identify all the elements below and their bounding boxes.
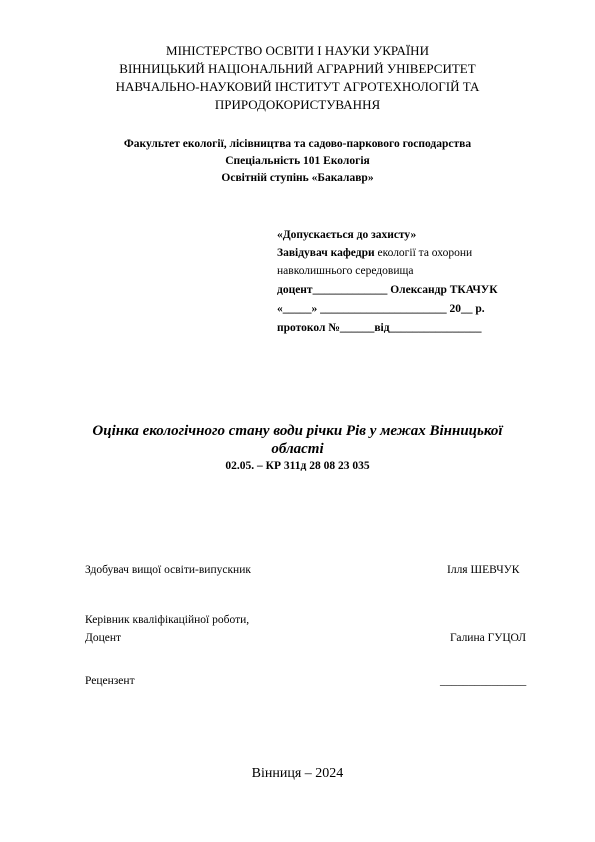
degree: Освітній ступінь «Бакалавр» xyxy=(221,172,374,184)
department-head-line xyxy=(277,245,472,262)
supervisor-title: Доцент xyxy=(85,632,122,644)
approval-date-line: «_____» ______________________ 20__ р. xyxy=(277,303,485,315)
department-head-label: Завідувач кафедри xyxy=(277,247,375,259)
work-code: 02.05. – КР 311д 28 08 23 035 xyxy=(225,460,370,472)
institute-name-line2: ПРИРОДОКОРИСТУВАННЯ xyxy=(214,97,381,112)
reviewer-label: Рецензент xyxy=(85,675,135,687)
student-name: Ілля ШЕВЧУК xyxy=(447,564,520,576)
city-year: Вінниця – 2024 xyxy=(251,766,344,781)
specialty: Спеціальність 101 Екологія xyxy=(225,155,370,167)
student-label: Здобувач вищої освіти-випускник xyxy=(85,564,251,576)
faculty-name: Факультет екології, лісівництва та садово-паркового господарства xyxy=(123,138,472,150)
reviewer-signature-line: _______________ xyxy=(440,675,527,687)
head-signature-line: доцент_____________ Олександр ТКАЧУК xyxy=(277,284,498,296)
university-name: ВІННИЦЬКИЙ НАЦІОНАЛЬНИЙ АГРАРНИЙ УНІВЕРСИТЕТ xyxy=(119,61,476,76)
approval-heading: «Допускається до захисту» xyxy=(277,229,417,241)
work-title-line1: Оцінка екологічного стану води річки Рів у межах Вінницької xyxy=(92,423,503,439)
ministry-name: МІНІСТЕРСТВО ОСВІТИ І НАУКИ УКРАЇНИ xyxy=(166,43,429,58)
department-name-part1: екології та охорони xyxy=(374,247,473,259)
supervisor-label: Керівник кваліфікаційної роботи, xyxy=(85,614,250,626)
work-title-line2: області xyxy=(271,441,324,457)
department-name-part2: навколишнього середовища xyxy=(277,265,414,277)
institute-name-line1: НАВЧАЛЬНО-НАУКОВИЙ ІНСТИТУТ АГРОТЕХНОЛОГІЙ ТА xyxy=(115,79,480,94)
protocol-line: протокол №______від________________ xyxy=(277,322,482,334)
supervisor-name: Галина ГУЦОЛ xyxy=(450,632,527,644)
